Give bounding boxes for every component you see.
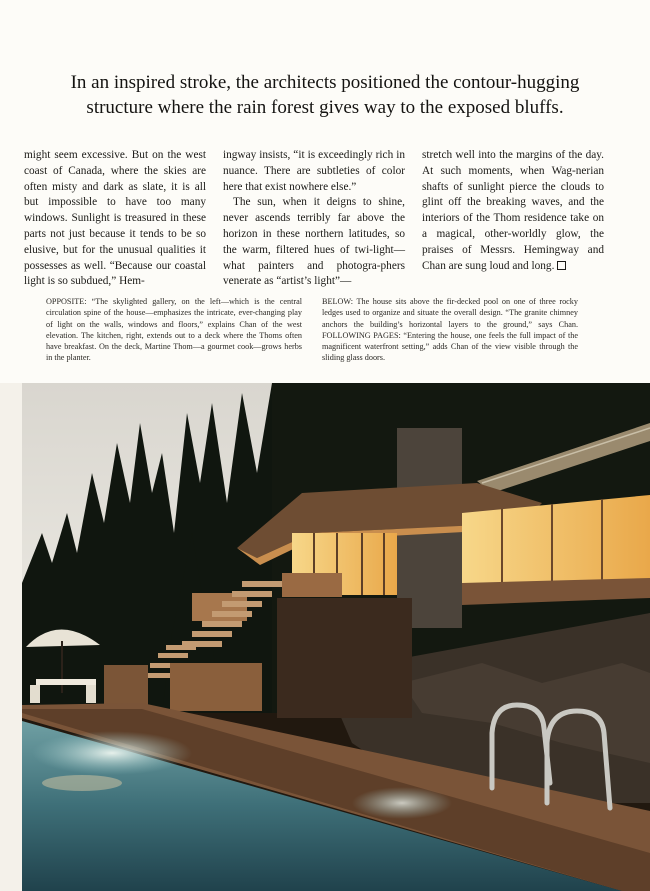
patio-table [36,679,96,685]
lower-wall [277,598,412,718]
body-column-1-text: might seem excessive. But on the west coast of Canada, where the skies are often misty and dark as slate, it is all but impossible to have too many windows. Sunlight is treasured in these parts not just because it tends to be so elusive, but for the unusual qualities it possesses as well. “Because our coastal light is so subdued,” Hem- [24,149,206,288]
body-column-2-paragraph-1: ingway insists, “it is exceedingly rich in nuance. There are subtleties of color here that exist nowhere else.” [223,149,405,193]
pull-quote-line-2: structure where the rain forest gives way to the exposed bluffs. [86,97,564,118]
pull-quote-line-1: In an inspired stroke, the architects positioned the contour-hugging [70,72,580,93]
body-column-3 [422,148,604,274]
caption-below-text: BELOW: The house sits above the fir-decked pool on one of three rocky ledges used to organize and situate the overall design. “The granite chimney anchors the building’s horizontal layers to the ground,” says Chan. FOLLOWING PAGES: “Entering the house, one feels the full impact of the magnificent waterfront setting,” adds Chan of the view visible through the sliding glass doors. [322,297,578,363]
body-column-3-paragraph [422,148,604,274]
pull-quote [30,70,620,120]
body-column-3-text: stretch well into the margins of the day. At such moments, when Wag-nerian shafts of sunlight pierce the clouds to glint off the breaking waves, and the interiors of the Thom residence take on a magical, other-worldly glow, the praises of Messrs. Hemingway and Chan are sung loud and long. [422,149,604,272]
body-column-2-paragraph-2: The sun, when it deigns to shine, never ascends terribly far above the horizon in these northern latitudes, so the warm, filtered hues of twi-light—what painters and photogra-phers venerate as “artist’s light”— [223,196,405,288]
house-photo [22,383,650,891]
caption-opposite-text: OPPOSITE: “The skylighted gallery, on the left—which is the central circulation spine of the house—emphasizes the intricate, ever-changing play of light on the walls, windows and floors,” explains Chan of the west elevation. The kitchen, right, extends out to a deck where the Thoms often have breakfast. On the deck, Martine Thom—a gourmet cook—grows herbs in the planter. [46,297,302,363]
body-column-1 [24,148,206,290]
body-column-2 [223,148,405,290]
caption-below [322,296,578,364]
pool-light [32,731,192,775]
end-of-article-mark [557,261,566,270]
pool-cabinet [170,663,262,711]
caption-opposite [46,296,302,364]
photo-margin [0,383,22,891]
